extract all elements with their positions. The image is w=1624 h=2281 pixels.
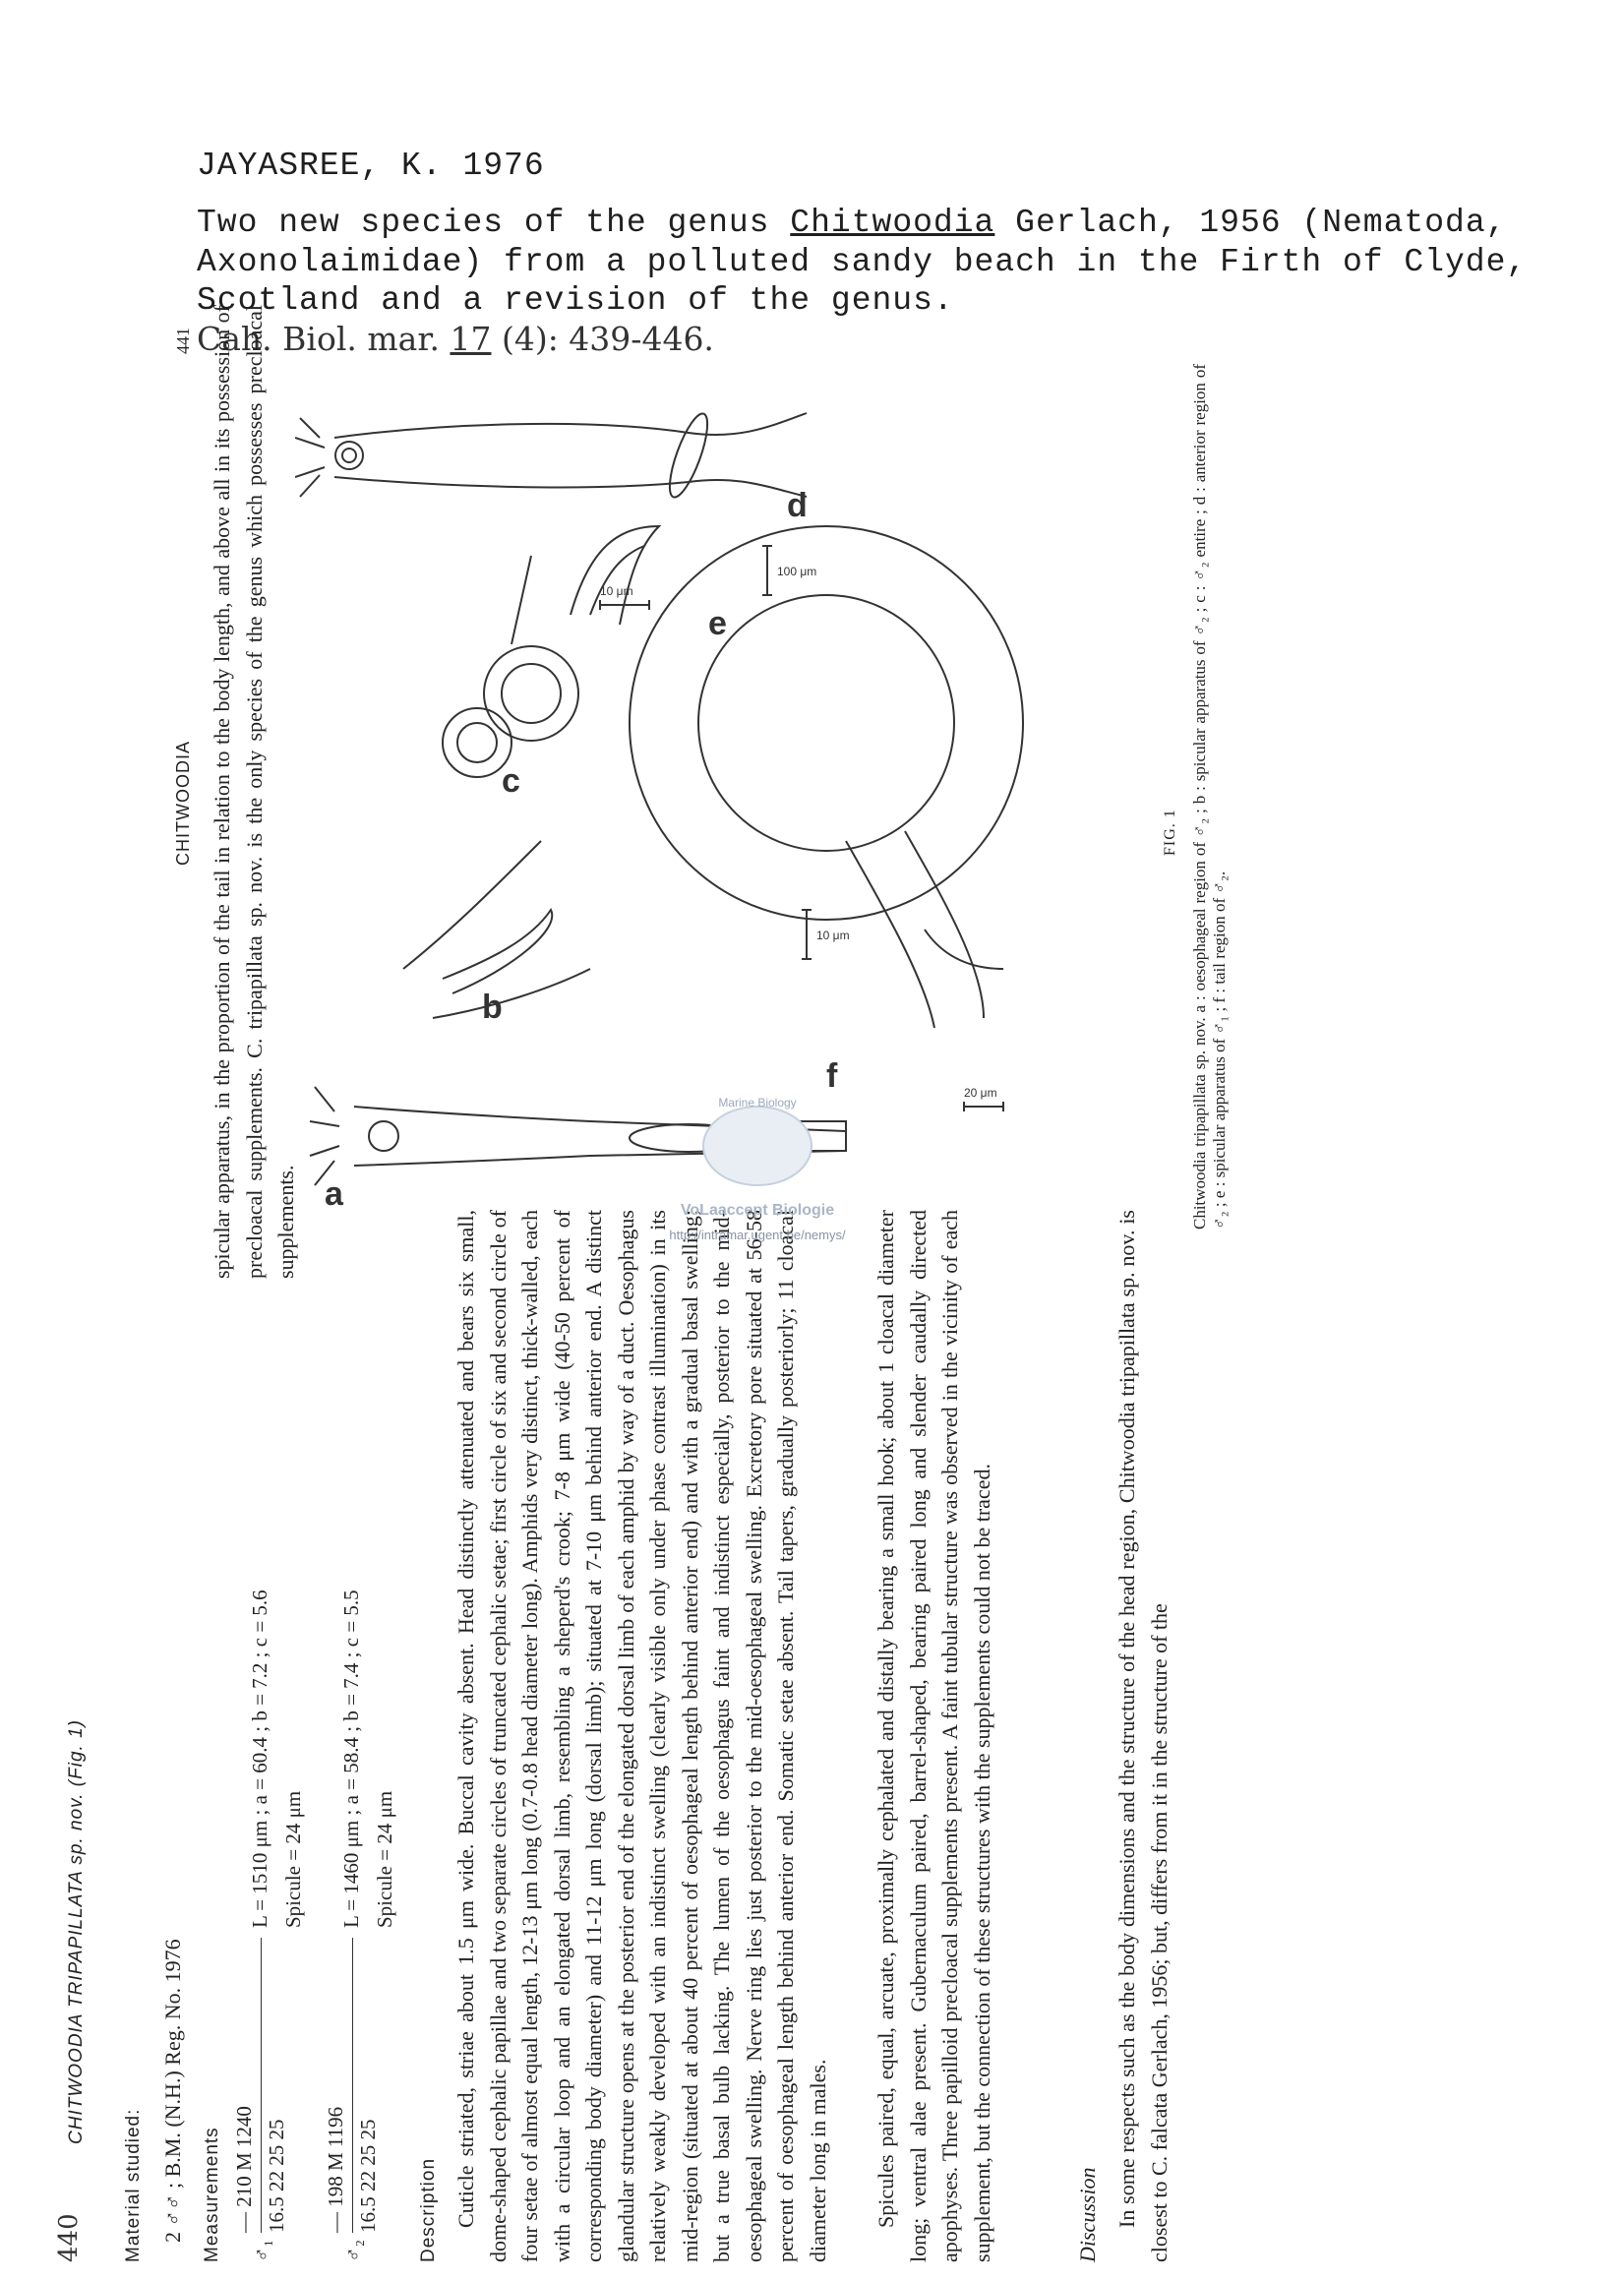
journal-pages: (4): 439-446. [491, 320, 714, 358]
watermark-stamp [620, 1077, 895, 1264]
species-heading [59, 1719, 89, 2144]
male2-formula-top: — 198 M 1196 [320, 1938, 353, 2233]
fig-label-a: a [325, 1175, 343, 1213]
fig-label-d: d [787, 487, 808, 524]
page441-top-text: spicular apparatus, in the proportion of the tail in relation to the body length, and above all in its possession of precloacal supplements. C. tripapillata sp. nov. is the only species of the genus which possesses precloacal supplements. [210, 305, 298, 1279]
male1-spicule: Spicule = 24 μm [281, 1790, 305, 1928]
page-number-440: 440 [54, 2213, 84, 2262]
male2-label: ♂₂ [341, 2239, 365, 2262]
page-number-441: 441 [173, 328, 193, 354]
figure-caption: Chitwoodia tripapillata sp. nov. a : oesophageal region of ♂₂ ; b : spicular apparatus of ♂₂ ; c : ♂₂ entire ; d : anterior region of ♂₂ ; e : spicular apparatus of ♂₁ ; f : tail region of ♂₂. [1190, 364, 1229, 1230]
journal-volume: 17 [450, 320, 492, 358]
fig-d-body-bottom [334, 477, 807, 497]
description-label: Description [418, 2157, 439, 2262]
description-paragraph-1: Cuticle striated, striae about 1.5 μm wide. Buccal cavity absent. Head distinctly attenuated and bears six small, dome-shaped cephalic papillae and two separate circles of truncated cephalic setae; first circle of six and second circle of four setae of almost equal length, 12-13 μm long (0.7-0.8 head diameter long). Amphids very distinct, thick-walled, each with a circular loop and an elongated dorsal limb, resembling a sheperd's crook; 7-8 μm wide (40-50 percent of corresponding body diameter) and 11-12 μm long (dorsal limb); situated at 7-10 μm behind anterior end. A distinct glandular structure opens at the posterior end of the elongated dorsal limb of each amphid by way of a duct. Oesophagus relatively weakly developed with an indistinct swelling (clearly visible only under phase contrast illumination) in its mid-region (situated at about 40 percent of oesophageal length behind anterior end) and with a gradual basal swelling; but a true basal bulb lacking. The lumen of the oesophagus faint and indistinct especially, posterior to the mid-oesophageal swelling. Nerve ring lies just posterior to the mid-oesophageal swelling. Excretory pore situated at 56-58 percent of oesophageal length behind anterior end. Somatic setae absent. Tail tapers, gradually posteriorly; 11 cloacal diameter long in males. [453, 1210, 830, 2262]
scale-label-c: 100 μm [777, 565, 817, 578]
species-heading-text: CHITWOODIA TRIPAPILLATA sp. nov. (Fig. 1) [66, 1719, 87, 2144]
watermark-url: http://intramar.ugent.be/nemys/ [669, 1228, 846, 1242]
material-label: Material studied: [123, 2108, 144, 2262]
description-paragraph-2: Spicules paired, equal, arcuate, proximally cephalated and distally bearing a small hook; about 1 cloacal diameter long; ventral alae present. Gubernaculum paired, barrel-shaped, bearing paired long and slender caudally directed apophyses. Three papilloid precloacal supplements present. A faint tubular structure was observed in the vicinity of each supplement, but the connection of these structures with the supplements could not be traced. [873, 1210, 994, 2262]
genus-name: Chitwoodia [790, 205, 995, 241]
male1-label: ♂₁ [250, 2239, 273, 2262]
scale-label-e: 10 μm [816, 929, 850, 942]
title-post: Gerlach, 1956 (Nematoda, [994, 205, 1507, 241]
discussion-label: Discussion [1075, 2167, 1100, 2262]
fig-label-c: c [502, 762, 520, 800]
author-year: JAYASREE, K. 1976 [197, 148, 545, 184]
measurements-label: Measurements [202, 2127, 222, 2262]
male1-formula-top: — 210 M 1240 [228, 1938, 262, 2233]
title-pre: Two new species of the genus [197, 205, 791, 241]
watermark-line2: VoLaaccept Biologie [680, 1202, 835, 1219]
male2-spicule: Spicule = 24 μm [373, 1790, 396, 1928]
journal-name: Cah. Biol. mar. [197, 320, 451, 358]
scale-label-b: 10 μm [600, 584, 633, 598]
watermark-line1: Marine Biology [718, 1096, 797, 1110]
running-head: CHITWOODIA [173, 741, 193, 866]
title-line-1 [197, 205, 1506, 241]
material-text: 2 ♂♂ ; B.M. (N.H.) Reg. No. 1976 [160, 1939, 185, 2243]
male1-dimensions: L = 1510 μm ; a = 60.4 ; b = 7.2 ; c = 5.6 [248, 1590, 271, 1928]
male1-formula-bottom: 16.5 22 25 25 [265, 2119, 288, 2233]
scale-label-f: 20 μm [964, 1086, 997, 1100]
fig-label-f: f [826, 1057, 838, 1095]
page-440 [54, 1200, 1279, 2262]
discussion-text: In some respects such as the body dimensions and the structure of the head region, Chitwoodia tripapillata sp. nov. is closest to C. falcata Gerlach, 1956; but, differs from it in the structure of the [1114, 1210, 1172, 2262]
title-line-2: Axonolaimidae) from a polluted sandy beach in the Firth of Clyde, [197, 244, 1528, 280]
male2-formula-bottom: 16.5 22 25 25 [356, 2119, 380, 2233]
figure-label: FIG. 1 [1162, 809, 1178, 856]
fig-label-e: e [708, 605, 727, 642]
male2-dimensions: L = 1460 μm ; a = 58.4 ; b = 7.4 ; c = 5.5 [339, 1590, 363, 1928]
title-line-3: Scotland and a revision of the genus. [197, 282, 954, 319]
fig-label-b: b [482, 989, 503, 1026]
fig-d-body-top [334, 413, 807, 438]
